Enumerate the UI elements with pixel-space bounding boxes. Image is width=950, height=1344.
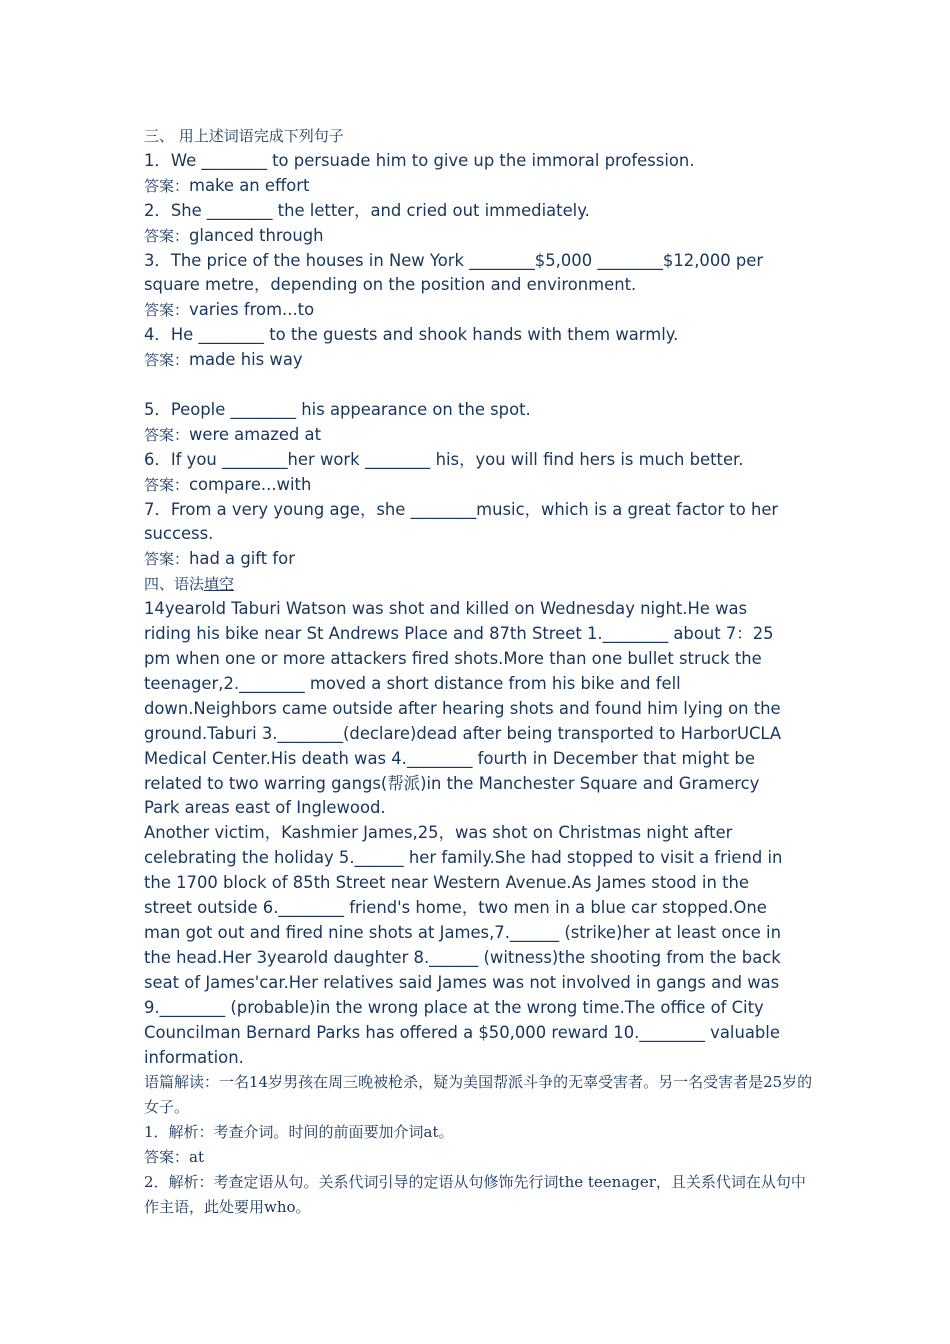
passage-line: Councilman Bernard Parks has offered a $50,000 reward 10.________ valuable [144,1022,780,1042]
question-2: 2．She ________ the letter，and cried out immediately. [144,200,590,220]
section3-heading: 三、 用上述词语完成下列句子 [144,127,344,145]
answer-1: 答案：make an effort [144,175,310,195]
answer-3: 答案：varies from...to [144,300,315,320]
passage-line: Park areas east of Inglewood. [144,798,386,818]
question-1: 1．We ________ to persuade him to give up the immoral profession. [144,150,695,170]
passage-line: the head.Her 3yearold daughter 8.______ (witness)the shooting from the back [144,947,781,967]
question-3-line-1: 3．The price of the houses in New York ________$5,000 ________$12,000 per [144,250,764,270]
question-7-line-2: success. [144,524,214,544]
document-page [144,124,814,1220]
question-4: 4．He ________ to the guests and shook hands with them warmly. [144,325,679,345]
question-6: 6．If you ________her work ________ his，you will find hers is much better. [144,449,744,469]
passage-line: pm when one or more attackers fired shots.More than one bullet struck the [144,649,762,669]
answer-4: 答案：made his way [144,350,303,370]
passage-line: 14yearold Taburi Watson was shot and killed on Wednesday night.He was [144,599,748,619]
question-7-line-1: 7．From a very young age，she ________music，which is a great factor to her [144,499,779,519]
passage-line: 9.________ (probable)in the wrong place at the wrong time.The office of City [144,997,764,1017]
question-5: 5．People ________ his appearance on the spot. [144,399,531,419]
passage-line: related to two warring gangs(帮派)in the Manchester Square and Gramercy [144,773,760,793]
answer-6: 答案：compare...with [144,474,312,494]
passage-line: the 1700 block of 85th Street near Western Avenue.As James stood in the [144,873,749,893]
passage-summary: 语篇解读：一名14岁男孩在周三晚被枪杀，疑为美国帮派斗争的无辜受害者。另一名受害者是25岁的女子。 [144,1073,813,1117]
passage-line: man got out and fired nine shots at James,7.______ (strike)her at least once in [144,922,781,942]
analysis-1-answer: 答案：at [144,1148,204,1167]
passage-line: Medical Center.His death was 4.________ fourth in December that might be [144,748,755,768]
spacer [144,373,814,398]
answer-7: 答案：had a gift for [144,549,295,569]
passage-line: riding his bike near St Andrews Place and 87th Street 1.________ about 7：25 [144,624,774,644]
section4-heading: 四、语法填空 [144,575,235,594]
passage-line: seat of James'car.Her relatives said James was not involved in gangs and was [144,972,780,992]
passage-line: celebrating the holiday 5.______ her family.She had stopped to visit a friend in [144,848,783,868]
analysis-1: 1．解析：考查介词。时间的前面要加介词at。 [144,1123,454,1142]
passage [144,597,814,1070]
answer-5: 答案：were amazed at [144,424,322,444]
passage-line: street outside 6.________ friend's home，two men in a blue car stopped.One [144,898,767,918]
passage-line: ground.Taburi 3.________(declare)dead after being transported to HarborUCLA [144,723,782,743]
passage-line: down.Neighbors came outside after hearing shots and found him lying on the [144,698,781,718]
passage-line: Another victim，Kashmier James,25，was shot on Christmas night after [144,823,733,843]
passage-line: teenager,2.________ moved a short distance from his bike and fell [144,673,681,693]
passage-line: information. [144,1047,244,1067]
answer-2: 答案：glanced through [144,225,324,245]
question-3-line-2: square metre，depending on the position and environment. [144,275,637,295]
analysis-2: 2．解析：考查定语从句。关系代词引导的定语从句修饰先行词the teenager，且关系代词在从句中作主语，此处要用who。 [144,1173,806,1216]
